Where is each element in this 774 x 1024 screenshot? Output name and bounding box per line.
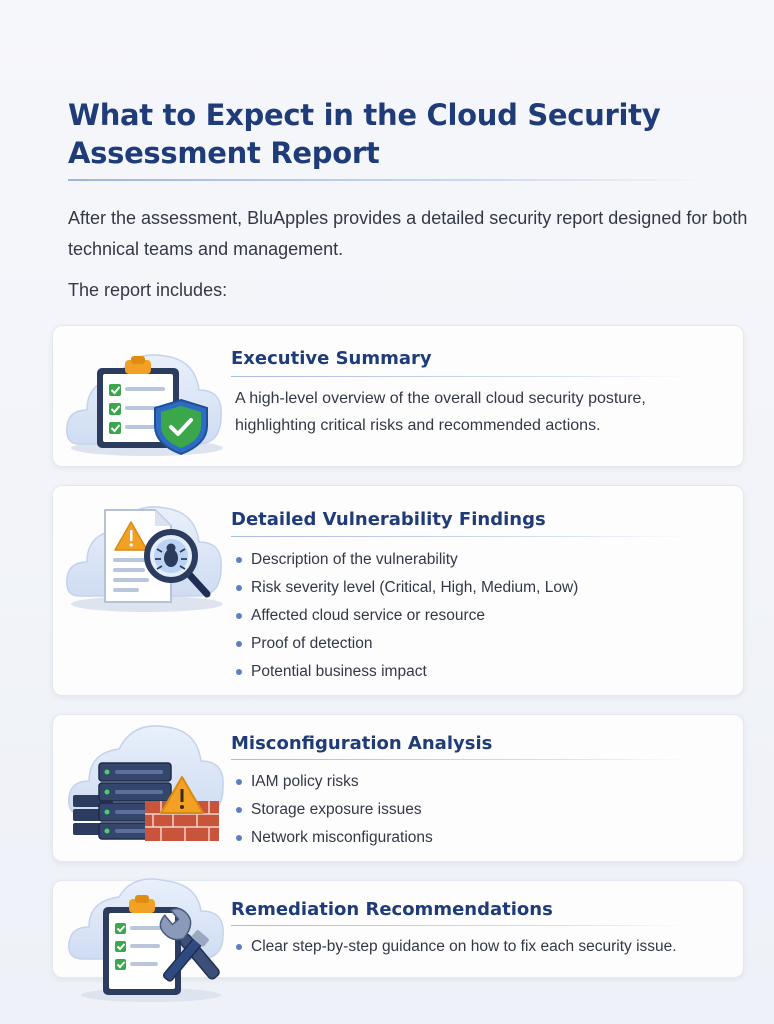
document-magnifier-bug-icon bbox=[61, 492, 231, 622]
list-item: Affected cloud service or resource bbox=[235, 602, 578, 630]
page-title bbox=[68, 96, 708, 172]
list-item: IAM policy risks bbox=[235, 768, 433, 796]
section-description: A high-level overview of the overall cloud security posture, highlighting critical risks and recommended actions. bbox=[235, 390, 646, 434]
list-item: Potential business impact bbox=[235, 658, 578, 686]
bullet-dot bbox=[236, 585, 242, 591]
bullet-dot bbox=[236, 641, 242, 647]
bullet-dot bbox=[236, 613, 242, 619]
section-divider bbox=[231, 925, 691, 926]
bullet-dot bbox=[236, 944, 242, 950]
card-executive-summary bbox=[52, 325, 744, 467]
card-misconfiguration-analysis bbox=[52, 714, 744, 862]
section-title-misconfiguration-analysis: Misconfiguration Analysis bbox=[231, 733, 493, 754]
vulnerability-bullet-list bbox=[235, 546, 578, 686]
bullet-dot bbox=[236, 669, 242, 675]
section-divider bbox=[231, 759, 691, 760]
list-item: Risk severity level (Critical, High, Medium, Low) bbox=[235, 574, 578, 602]
clipboard-shield-icon bbox=[61, 332, 231, 462]
list-item: Network misconfigurations bbox=[235, 824, 433, 852]
bullet-dot bbox=[236, 779, 242, 785]
page-title-line1: What to Expect in the Cloud Security bbox=[68, 98, 661, 132]
list-item: Clear step-by-step guidance on how to fix each security issue. bbox=[235, 933, 677, 961]
section-title-executive-summary: Executive Summary bbox=[231, 348, 432, 369]
clipboard-wrench-icon bbox=[61, 877, 231, 1005]
server-firewall-warning-icon bbox=[61, 719, 231, 855]
bullet-dot bbox=[236, 835, 242, 841]
misconfiguration-bullet-list bbox=[235, 768, 433, 852]
bullet-dot bbox=[236, 557, 242, 563]
section-title-remediation-recommendations: Remediation Recommendations bbox=[231, 899, 553, 920]
bullet-dot bbox=[236, 807, 242, 813]
list-item: Proof of detection bbox=[235, 630, 578, 658]
section-title-vulnerability-findings: Detailed Vulnerability Findings bbox=[231, 509, 546, 530]
includes-label: The report includes: bbox=[68, 280, 228, 300]
card-remediation-recommendations bbox=[52, 880, 744, 978]
section-divider bbox=[231, 536, 691, 537]
list-item: Storage exposure issues bbox=[235, 796, 433, 824]
card-vulnerability-findings bbox=[52, 485, 744, 696]
title-divider bbox=[68, 179, 708, 181]
section-divider bbox=[231, 376, 691, 377]
list-item: Description of the vulnerability bbox=[235, 546, 578, 574]
page-title-line2: Assessment Report bbox=[68, 136, 380, 170]
remediation-bullet-list bbox=[235, 933, 677, 961]
intro-paragraph: After the assessment, BluApples provides a detailed security report designed for both technical teams and management. bbox=[68, 208, 748, 259]
